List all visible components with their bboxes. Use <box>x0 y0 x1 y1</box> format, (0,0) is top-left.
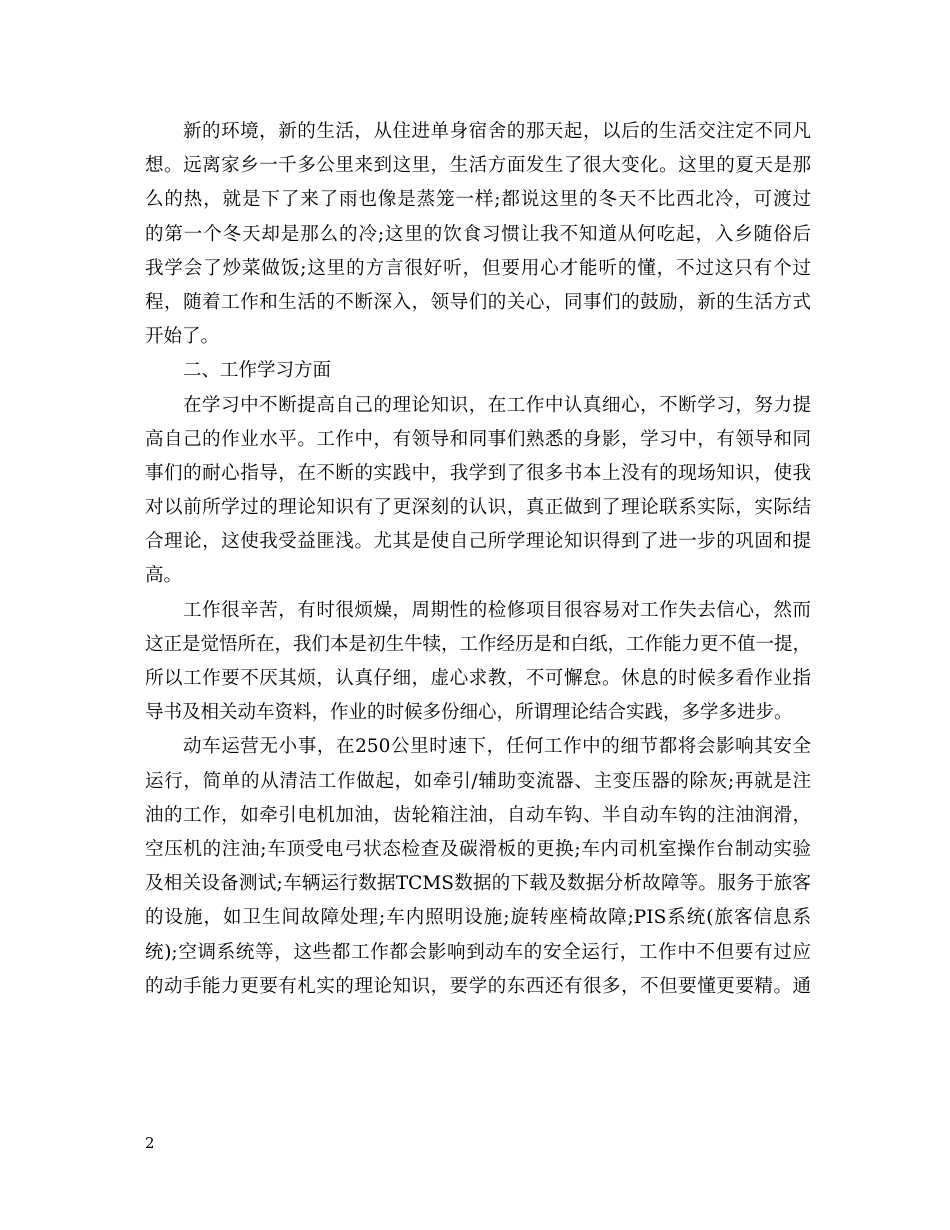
paragraph-train-operation <box>145 730 811 1004</box>
text-line: 油的工作，如牵引电机加油，齿轮箱注油，自动车钩、半自动车钩的注油润滑， <box>145 804 811 826</box>
text-line: 所以工作要不厌其烦，认真仔细，虚心求教，不可懈怠。休息的时候多看作业指 <box>145 668 811 689</box>
text-line: 的第一个冬天却是那么的冷;这里的饮食习惯让我不知道从何吃起，入乡随俗后 <box>145 223 811 245</box>
text-line: 的动手能力更要有札实的理论知识，要学的东西还有很多，不但要懂更要精。通 <box>145 975 811 997</box>
page-number: 2 <box>145 1134 155 1152</box>
text-line: 想。远离家乡一千多公里来到这里，生活方面发生了很大变化。这里的夏天是那 <box>145 155 811 177</box>
text-line: 统);空调系统等，这些都工作都会影响到动车的安全运行，工作中不但要有过应 <box>145 941 811 963</box>
text-line: 这正是觉悟所在，我们本是初生牛犊，工作经历是和白纸，工作能力更不值一提， <box>145 633 811 655</box>
text-line: 工作很辛苦，有时很烦燥，周期性的检修项目很容易对工作失去信心，然而 <box>183 599 811 621</box>
text-line: 高自己的作业水平。工作中，有领导和同事们熟悉的身影，学习中，有领导和同 <box>145 428 811 450</box>
text-line: 事们的耐心指导，在不断的实践中，我学到了很多书本上没有的现场知识，使我 <box>145 462 811 484</box>
paragraph-hard-work <box>145 594 811 731</box>
text-line: 动车运营无小事，在250公里时速下，任何工作中的细节都将会影响其安全 <box>183 736 811 758</box>
text-line: 我学会了炒菜做饭;这里的方言很好听，但要用心才能听的懂，不过这只有个过 <box>145 257 811 279</box>
text-line: 的设施，如卫生间故障处理;车内照明设施;旋转座椅故障;PIS系统(旅客信息系 <box>145 907 811 929</box>
text-line: 么的热，就是下了来了雨也像是蒸笼一样;都说这里的冬天不比西北冷，可渡过 <box>145 189 811 211</box>
text-line: 运行，简单的从清洁工作做起，如牵引/辅助变流器、主变压器的除灰;再就是注 <box>145 770 811 792</box>
text-line: 及相关设备测试;车辆运行数据TCMS数据的下载及数据分析故障等。服务于旅客 <box>145 873 811 895</box>
text-line: 新的环境，新的生活，从住进单身宿舍的那天起，以后的生活交注定不同凡 <box>183 121 811 142</box>
text-line: 空压机的注油;车顶受电弓状态检查及碳滑板的更换;车内司机室操作台制动实验 <box>145 838 811 860</box>
section-heading-text: 二、工作学习方面 <box>183 360 332 382</box>
body-text <box>145 115 811 1004</box>
section-heading <box>145 354 811 388</box>
text-line: 在学习中不断提高自己的理论知识，在工作中认真细心，不断学习，努力提 <box>183 394 811 416</box>
text-line: 导书及相关动车资料，作业的时候多份细心，所谓理论结合实践，多学多进步。 <box>145 702 793 724</box>
paragraph-new-life <box>145 115 811 354</box>
text-line: 程，随着工作和生活的不断深入，领导们的关心，同事们的鼓励，新的生活方式 <box>145 291 811 313</box>
text-line: 对以前所学过的理论知识有了更深刻的认识，真正做到了理论联系实际，实际结 <box>145 497 811 519</box>
paragraph-study <box>145 389 811 594</box>
text-line: 开始了。 <box>145 326 220 348</box>
text-line: 合理论，这使我受益匪浅。尤其是使自己所学理论知识得到了进一步的巩固和提 <box>145 531 811 553</box>
text-line: 高。 <box>145 565 183 587</box>
